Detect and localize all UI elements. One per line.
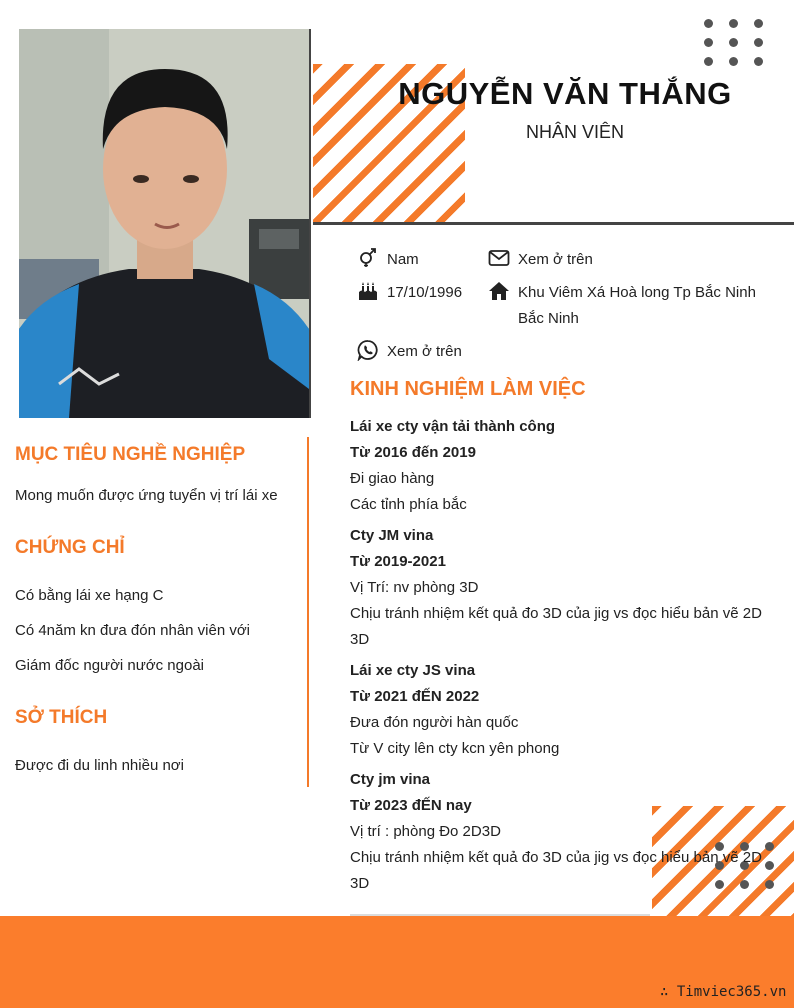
photo-border-line xyxy=(309,29,311,418)
job-description: Đưa đón người hàn quốc xyxy=(350,714,519,731)
certificate-item: Có 4năm kn đưa đón nhân viên với xyxy=(15,622,251,639)
gender-value: Nam xyxy=(387,251,419,268)
gender-icon xyxy=(357,246,379,268)
left-column-divider xyxy=(307,437,309,787)
job-period: Từ 2021 đẾN 2022 xyxy=(350,688,480,705)
objective-title: MỤC TIÊU NGHỀ NGHIỆP xyxy=(15,444,246,465)
experience-item xyxy=(350,414,770,518)
hobbies-title: SỞ THÍCH xyxy=(15,707,108,728)
birthday-value: 17/10/1996 xyxy=(387,284,463,301)
job-period: Từ 2023 đẾN nay xyxy=(350,797,472,814)
brand-watermark: ∴ Timviec365.vn xyxy=(660,984,787,1000)
job-description: Vị trí : phòng Đo 2D3D xyxy=(350,823,501,840)
job-description: Chịu tránh nhiệm kết quả đo 3D của jig vs đọc hiểu bản vẽ 2D 3D xyxy=(350,849,762,892)
candidate-name: NGUYỄN VĂN THẮNG xyxy=(398,76,732,111)
certificates-title: CHỨNG CHỈ xyxy=(15,537,125,558)
job-company: Lái xe cty vận tải thành công xyxy=(350,418,556,435)
candidate-position: NHÂN VIÊN xyxy=(525,122,624,142)
job-description: Các tỉnh phía bắc xyxy=(350,496,467,513)
job-period: Từ 2019-2021 xyxy=(350,553,446,570)
decorative-dots-top xyxy=(704,19,763,66)
whatsapp-phone-icon xyxy=(357,339,379,361)
job-period: Từ 2016 đến 2019 xyxy=(350,444,476,461)
hobbies-text: Được đi du linh nhiều nơi xyxy=(15,757,184,774)
experience-title: KINH NGHIỆM LÀM VIỆC xyxy=(350,378,586,400)
mail-icon xyxy=(488,247,510,269)
certificate-item: Giám đốc người nước ngoài xyxy=(15,657,205,674)
job-company: Cty JM vina xyxy=(350,527,434,544)
objective-text: Mong muốn được ứng tuyển vị trí lái xe xyxy=(15,487,278,504)
email-value: Xem ở trên xyxy=(518,251,593,268)
home-icon xyxy=(488,280,510,302)
experience-list xyxy=(350,414,770,902)
birthday-cake-icon xyxy=(357,280,379,302)
experience-item xyxy=(350,658,770,762)
experience-item xyxy=(350,767,770,897)
address-line-1: Khu Viêm Xá Hoà long Tp Bắc Ninh xyxy=(518,284,756,301)
job-description: Vị Trí: nv phòng 3D xyxy=(350,579,479,596)
phone-value: Xem ở trên xyxy=(387,343,462,360)
job-description: Từ V city lên cty kcn yên phong xyxy=(350,740,560,757)
certificate-item: Có bằng lái xe hạng C xyxy=(15,587,164,604)
experience-item xyxy=(350,523,770,653)
job-description: Chịu tránh nhiệm kết quả đo 3D của jig vs đọc hiểu bản vẽ 2D 3D xyxy=(350,605,762,648)
job-company: Lái xe cty JS vina xyxy=(350,662,476,679)
person-photo-illustration xyxy=(19,29,309,418)
address-line-2: Bắc Ninh xyxy=(518,310,579,327)
header-divider xyxy=(313,222,794,225)
address-value xyxy=(518,280,778,332)
job-company: Cty jm vina xyxy=(350,771,431,788)
job-description: Đi giao hàng xyxy=(350,470,435,487)
profile-photo xyxy=(19,29,309,418)
